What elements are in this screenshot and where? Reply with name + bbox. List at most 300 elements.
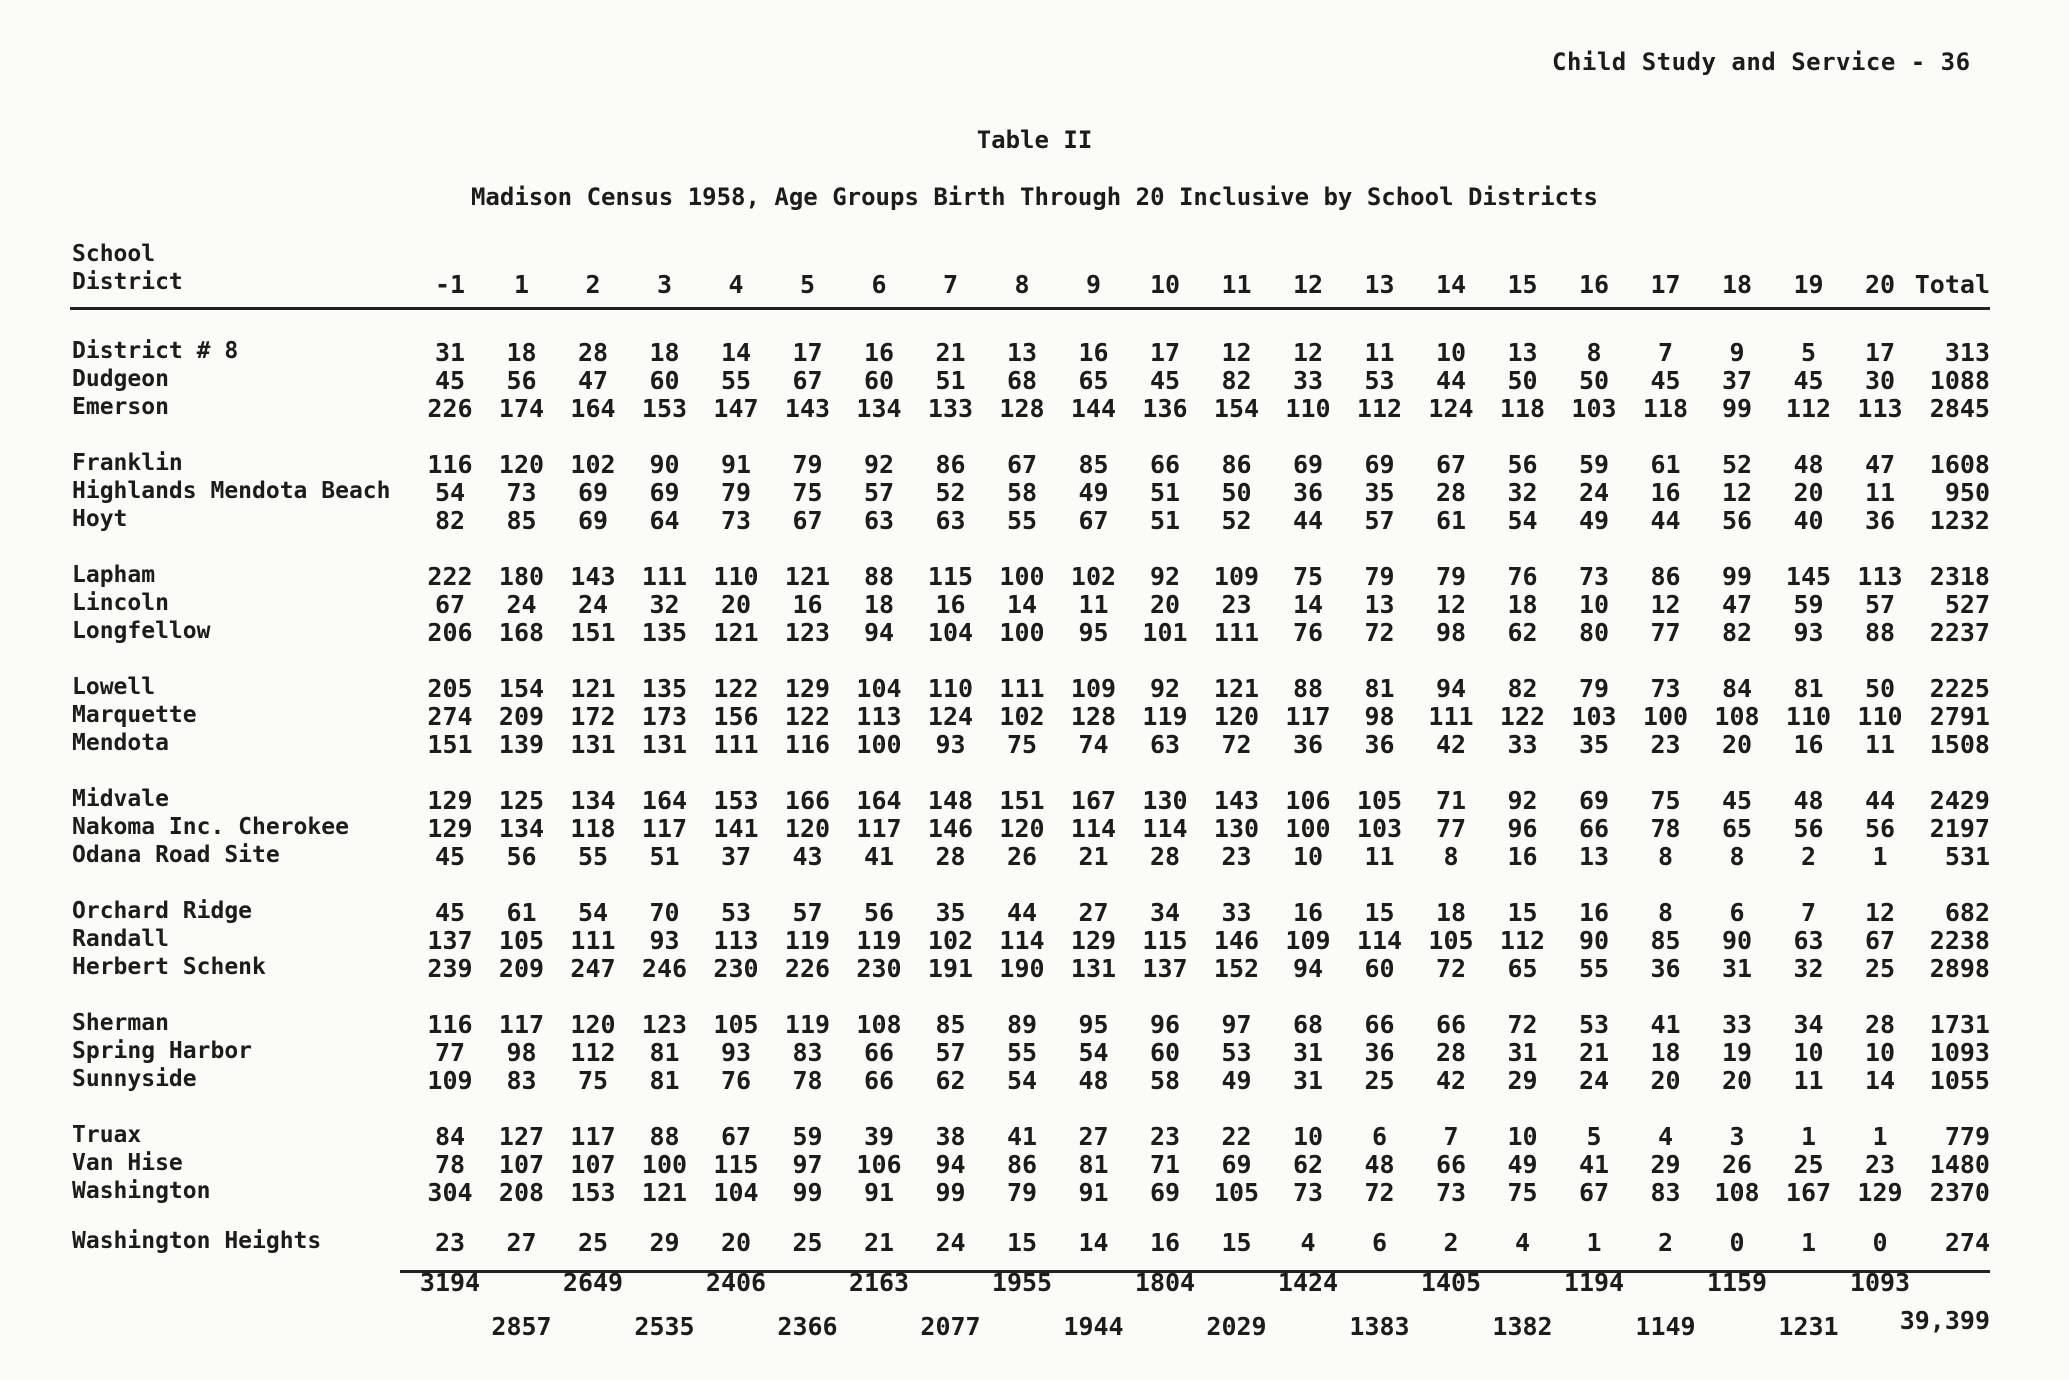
table-cell: 120	[1213, 702, 1260, 731]
table-cell: 54	[1006, 1066, 1038, 1095]
table-cell: 111	[1428, 702, 1474, 731]
table-cell: 31	[1292, 1038, 1324, 1067]
table-cell: 40	[1793, 506, 1824, 535]
table-cell: 121	[641, 1178, 688, 1207]
table-cell: 61	[1435, 506, 1467, 535]
table-cell: 56	[1793, 814, 1824, 843]
table-cell: 129	[784, 674, 831, 703]
table-cell: 69	[1364, 450, 1395, 479]
table-cell: 83	[1650, 1178, 1681, 1207]
table-cell: 111	[570, 926, 616, 955]
table-cell: 11	[1864, 730, 1896, 759]
table-cell: 111	[999, 674, 1045, 703]
table-cell: 73	[720, 506, 752, 535]
table-cell: 152	[1213, 954, 1260, 983]
row-total: 2318	[1929, 562, 1990, 591]
table-cell: 239	[427, 954, 473, 983]
table-cell: 112	[570, 1038, 616, 1067]
table-cell: 1	[1872, 1122, 1888, 1151]
table-cell: 8	[1657, 898, 1674, 927]
table-cell: 78	[434, 1150, 466, 1179]
table-cell: 18	[1435, 898, 1467, 927]
table-cell: 112	[1785, 394, 1832, 423]
table-cell: 121	[713, 618, 759, 647]
table-cell: 154	[498, 674, 545, 703]
table-cell: 8	[1657, 842, 1674, 871]
table-cell: 107	[498, 1150, 545, 1179]
table-cell: 121	[1213, 674, 1260, 703]
table-cell: 94	[935, 1150, 966, 1179]
table-cell: 2	[1800, 842, 1817, 871]
table-cell: 69	[649, 478, 680, 507]
table-cell: 118	[1642, 394, 1689, 423]
column-sum: 1382	[1492, 1312, 1553, 1341]
table-cell: 43	[792, 842, 823, 871]
table-cell: 57	[1864, 590, 1896, 619]
table-cell: 6	[1371, 1122, 1388, 1151]
table-cell: 127	[498, 1122, 545, 1151]
table-cell: 78	[792, 1066, 823, 1095]
table-cell: 59	[1578, 450, 1610, 479]
table-cell: 37	[720, 842, 752, 871]
table-cell: 23	[1221, 842, 1252, 871]
table-row	[0, 366, 2069, 394]
table-cell: 21	[935, 338, 966, 367]
table-cell: 32	[1507, 478, 1538, 507]
table-cell: 25	[792, 1228, 823, 1257]
table-cell: 21	[1078, 842, 1109, 871]
district-name: Odana Road Site	[72, 842, 280, 868]
column-header: 17	[1650, 270, 1681, 299]
table-cell: 116	[427, 1010, 473, 1039]
table-cell: 8	[1443, 842, 1459, 871]
row-total: 2237	[1929, 618, 1990, 647]
table-row	[0, 842, 2069, 870]
table-cell: 129	[1857, 1178, 1903, 1207]
table-cell: 55	[1006, 506, 1038, 535]
table-cell: 98	[1364, 702, 1395, 731]
table-cell: 50	[1864, 674, 1896, 703]
table-row	[0, 814, 2069, 842]
table-cell: 86	[1221, 450, 1252, 479]
table-cell: 68	[1292, 1010, 1324, 1039]
table-cell: 45	[434, 366, 466, 395]
table-cell: 95	[1078, 618, 1109, 647]
table-cell: 16	[1793, 730, 1824, 759]
table-cell: 109	[1070, 674, 1117, 703]
table-cell: 17	[1149, 338, 1181, 367]
table-cell: 113	[713, 926, 759, 955]
table-cell: 49	[1578, 506, 1610, 535]
table-cell: 27	[1078, 1122, 1109, 1151]
table-cell: 55	[1006, 1038, 1038, 1067]
table-cell: 72	[1364, 618, 1395, 647]
table-cell: 45	[1149, 366, 1181, 395]
table-cell: 13	[1507, 338, 1538, 367]
table-cell: 67	[1578, 1178, 1610, 1207]
table-cell: 16	[863, 338, 895, 367]
table-cell: 67	[1864, 926, 1896, 955]
table-cell: 90	[1578, 926, 1610, 955]
table-cell: 45	[1650, 366, 1681, 395]
table-cell: 73	[506, 478, 537, 507]
table-cell: 166	[784, 786, 831, 815]
table-cell: 13	[1578, 842, 1610, 871]
column-header: 14	[1435, 270, 1467, 299]
table-cell: 151	[999, 786, 1045, 815]
table-cell: 12	[1435, 590, 1467, 619]
table-cell: 66	[1435, 1010, 1467, 1039]
table-cell: 145	[1785, 562, 1832, 591]
table-cell: 106	[1285, 786, 1331, 815]
table-cell: 94	[1435, 674, 1467, 703]
table-cell: 75	[792, 478, 823, 507]
table-cell: 37	[1721, 366, 1753, 395]
table-cell: 24	[1578, 478, 1610, 507]
table-cell: 34	[1149, 898, 1181, 927]
table-cell: 131	[641, 730, 688, 759]
row-total: 274	[1944, 1228, 1990, 1257]
column-sum: 1383	[1349, 1312, 1410, 1341]
table-cell: 53	[1364, 366, 1395, 395]
column-sum: 1424	[1277, 1268, 1339, 1297]
district-name: Longfellow	[72, 618, 211, 644]
table-cell: 92	[863, 450, 895, 479]
table-cell: 129	[427, 814, 473, 843]
table-cell: 115	[713, 1150, 759, 1179]
table-cell: 99	[1721, 562, 1753, 591]
table-cell: 5	[1586, 1122, 1602, 1151]
table-cell: 57	[935, 1038, 966, 1067]
table-cell: 33	[1721, 1010, 1753, 1039]
table-cell: 73	[1435, 1178, 1467, 1207]
table-cell: 56	[1721, 506, 1753, 535]
table-cell: 31	[1721, 954, 1753, 983]
table-cell: 106	[856, 1150, 902, 1179]
table-cell: 143	[784, 394, 831, 423]
table-cell: 79	[1578, 674, 1610, 703]
table-cell: 304	[427, 1178, 473, 1207]
table-cell: 114	[999, 926, 1045, 955]
table-cell: 11	[1364, 842, 1395, 871]
table-cell: 115	[1142, 926, 1188, 955]
table-cell: 121	[570, 674, 616, 703]
page-label: Child Study and Service - 36	[1552, 48, 1971, 76]
table-cell: 72	[1435, 954, 1467, 983]
table-cell: 91	[1078, 1178, 1109, 1207]
row-total: 2197	[1929, 814, 1990, 843]
table-cell: 96	[1507, 814, 1538, 843]
table-row	[0, 1122, 2069, 1150]
column-sum: 1093	[1849, 1268, 1911, 1297]
table-cell: 97	[1221, 1010, 1252, 1039]
table-cell: 8	[1586, 338, 1602, 367]
table-cell: 28	[1149, 842, 1181, 871]
row-header	[72, 240, 183, 296]
column-header: 1	[513, 270, 530, 299]
table-cell: 12	[1292, 338, 1324, 367]
table-cell: 99	[935, 1178, 966, 1207]
table-cell: 109	[427, 1066, 473, 1095]
row-header-line2: District	[72, 269, 183, 295]
table-cell: 82	[1507, 674, 1538, 703]
table-cell: 95	[1078, 1010, 1109, 1039]
table-cell: 130	[1213, 814, 1260, 843]
table-cell: 16	[1078, 338, 1109, 367]
table-cell: 63	[1793, 926, 1824, 955]
table-cell: 28	[1864, 1010, 1896, 1039]
table-cell: 26	[1006, 842, 1038, 871]
column-sum: 1194	[1563, 1268, 1625, 1297]
district-name: Lapham	[72, 562, 156, 588]
table-cell: 66	[1578, 814, 1610, 843]
column-header: 10	[1149, 270, 1181, 299]
table-row	[0, 954, 2069, 982]
table-cell: 81	[1793, 674, 1824, 703]
table-cell: 67	[1006, 450, 1038, 479]
table-cell: 67	[792, 506, 823, 535]
table-cell: 120	[999, 814, 1045, 843]
table-cell: 0	[1872, 1228, 1888, 1257]
table-cell: 230	[713, 954, 759, 983]
column-header: 12	[1292, 270, 1324, 299]
table-cell: 49	[1221, 1066, 1252, 1095]
table-cell: 81	[649, 1038, 680, 1067]
district-name: Van Hise	[72, 1150, 183, 1176]
table-row	[0, 898, 2069, 926]
table-cell: 28	[1435, 478, 1467, 507]
table-cell: 17	[792, 338, 823, 367]
table-cell: 44	[1006, 898, 1038, 927]
table-cell: 51	[1149, 478, 1181, 507]
table-cell: 11	[1864, 478, 1896, 507]
table-cell: 114	[1356, 926, 1403, 955]
table-cell: 66	[1364, 1010, 1395, 1039]
table-cell: 112	[1499, 926, 1546, 955]
table-cell: 69	[577, 506, 609, 535]
table-cell: 35	[935, 898, 966, 927]
table-cell: 75	[577, 1066, 609, 1095]
table-cell: 65	[1507, 954, 1538, 983]
district-name: Nakoma Inc. Cherokee	[72, 814, 349, 840]
table-cell: 124	[1428, 394, 1474, 423]
table-cell: 246	[641, 954, 688, 983]
table-cell: 103	[1356, 814, 1403, 843]
column-sum: 1149	[1635, 1312, 1696, 1341]
table-cell: 146	[927, 814, 974, 843]
table-cell: 10	[1507, 1122, 1538, 1151]
table-cell: 24	[577, 590, 609, 619]
table-cell: 146	[1213, 926, 1260, 955]
table-cell: 59	[792, 1122, 823, 1151]
table-cell: 123	[641, 1010, 688, 1039]
table-cell: 61	[1650, 450, 1681, 479]
table-cell: 105	[713, 1010, 759, 1039]
column-header: -1	[434, 270, 466, 299]
table-cell: 226	[784, 954, 831, 983]
table-cell: 102	[927, 926, 974, 955]
table-row	[0, 450, 2069, 478]
table-cell: 124	[927, 702, 974, 731]
table-cell: 10	[1864, 1038, 1896, 1067]
table-cell: 20	[1650, 1066, 1681, 1095]
table-cell: 26	[1721, 1150, 1753, 1179]
table-cell: 84	[434, 1122, 466, 1151]
table-row	[0, 1178, 2069, 1206]
table-cell: 21	[863, 1228, 895, 1257]
table-cell: 118	[570, 814, 616, 843]
column-header: 16	[1578, 270, 1610, 299]
table-cell: 25	[577, 1228, 609, 1257]
table-cell: 119	[1142, 702, 1188, 731]
table-cell: 47	[1864, 450, 1896, 479]
table-cell: 122	[713, 674, 759, 703]
table-cell: 44	[1292, 506, 1324, 535]
table-cell: 64	[649, 506, 680, 535]
table-cell: 59	[1793, 590, 1824, 619]
table-cell: 75	[1006, 730, 1038, 759]
row-total: 682	[1944, 898, 1990, 927]
table-cell: 25	[1364, 1066, 1395, 1095]
table-cell: 209	[498, 954, 545, 983]
table-cell: 81	[1364, 674, 1395, 703]
row-total: 2429	[1929, 786, 1990, 815]
table-cell: 82	[434, 506, 466, 535]
table-cell: 66	[863, 1038, 895, 1067]
table-cell: 77	[1650, 618, 1681, 647]
table-cell: 56	[1507, 450, 1538, 479]
table-cell: 15	[1221, 1228, 1252, 1257]
column-header: 7	[942, 270, 959, 299]
table-cell: 129	[1070, 926, 1117, 955]
table-cell: 31	[1507, 1038, 1538, 1067]
table-cell: 80	[1578, 618, 1610, 647]
row-total: 1232	[1929, 506, 1990, 535]
table-cell: 56	[506, 366, 537, 395]
table-cell: 77	[1435, 814, 1467, 843]
table-cell: 45	[1721, 786, 1753, 815]
table-cell: 141	[713, 814, 759, 843]
row-total: 2898	[1929, 954, 1990, 983]
table-cell: 28	[577, 338, 609, 367]
table-cell: 49	[1078, 478, 1109, 507]
table-cell: 51	[935, 366, 966, 395]
table-cell: 180	[498, 562, 545, 591]
table-row	[0, 478, 2069, 506]
table-cell: 44	[1650, 506, 1681, 535]
table-cell: 78	[1650, 814, 1681, 843]
table-cell: 7	[1443, 1122, 1459, 1151]
table-cell: 144	[1070, 394, 1117, 423]
table-cell: 54	[1078, 1038, 1109, 1067]
table-cell: 10	[1578, 590, 1610, 619]
table-cell: 53	[1578, 1010, 1610, 1039]
table-row	[0, 506, 2069, 534]
table-row	[0, 1228, 2069, 1256]
grand-total: 39,399	[1899, 1306, 1990, 1335]
table-cell: 84	[1721, 674, 1753, 703]
table-cell: 24	[935, 1228, 966, 1257]
row-total: 2370	[1929, 1178, 1990, 1207]
table-cell: 113	[856, 702, 902, 731]
table-cell: 89	[1006, 1010, 1038, 1039]
table-cell: 15	[1364, 898, 1395, 927]
table-row	[0, 1010, 2069, 1038]
table-cell: 167	[1785, 1178, 1832, 1207]
table-cell: 38	[935, 1122, 966, 1151]
column-header: 2	[585, 270, 601, 299]
table-cell: 19	[1721, 1038, 1753, 1067]
row-total: 1088	[1929, 366, 1990, 395]
table-cell: 47	[1721, 590, 1753, 619]
column-sum: 1944	[1063, 1312, 1124, 1341]
table-cell: 100	[1642, 702, 1689, 731]
table-cell: 35	[1578, 730, 1610, 759]
column-sum: 2857	[491, 1312, 552, 1341]
table-cell: 85	[935, 1010, 966, 1039]
table-cell: 44	[1435, 366, 1467, 395]
column-header: 19	[1793, 270, 1824, 299]
table-cell: 25	[1793, 1150, 1824, 1179]
table-cell: 100	[856, 730, 902, 759]
column-sum: 2163	[848, 1268, 910, 1297]
table-cell: 2	[1443, 1228, 1459, 1257]
table-cell: 36	[1292, 478, 1324, 507]
table-cell: 51	[1149, 506, 1181, 535]
table-row	[0, 394, 2069, 422]
district-name: Spring Harbor	[72, 1038, 253, 1064]
table-cell: 108	[1714, 702, 1760, 731]
table-cell: 50	[1578, 366, 1610, 395]
table-cell: 208	[498, 1178, 545, 1207]
table-cell: 105	[1356, 786, 1403, 815]
table-cell: 55	[1578, 954, 1610, 983]
table-cell: 33	[1292, 366, 1324, 395]
column-sum: 2366	[777, 1312, 838, 1341]
table-cell: 47	[577, 366, 609, 395]
district-name: Marquette	[72, 702, 197, 728]
table-cell: 62	[1292, 1150, 1324, 1179]
table-cell: 14	[1292, 590, 1324, 619]
table-cell: 99	[792, 1178, 823, 1207]
table-cell: 66	[1149, 450, 1181, 479]
table-cell: 36	[1364, 1038, 1395, 1067]
table-cell: 1	[1800, 1228, 1817, 1257]
table-cell: 1	[1872, 842, 1888, 871]
table-cell: 206	[427, 618, 473, 647]
table-cell: 16	[1507, 842, 1538, 871]
table-cell: 10	[1435, 338, 1467, 367]
column-header: 18	[1721, 270, 1753, 299]
table-cell: 119	[784, 926, 831, 955]
table-cell: 7	[1657, 338, 1674, 367]
table-cell: 116	[784, 730, 831, 759]
table-cell: 82	[1221, 366, 1252, 395]
table-cell: 117	[856, 814, 902, 843]
table-cell: 205	[427, 674, 473, 703]
table-cell: 114	[1142, 814, 1188, 843]
table-cell: 41	[1650, 1010, 1681, 1039]
table-cell: 191	[927, 954, 974, 983]
table-cell: 21	[1578, 1038, 1610, 1067]
table-cell: 91	[720, 450, 752, 479]
table-cell: 79	[720, 478, 752, 507]
table-cell: 23	[1864, 1150, 1896, 1179]
table-cell: 34	[1793, 1010, 1824, 1039]
column-sum: 1159	[1706, 1268, 1768, 1297]
table-cell: 135	[641, 618, 688, 647]
table-cell: 57	[863, 478, 895, 507]
